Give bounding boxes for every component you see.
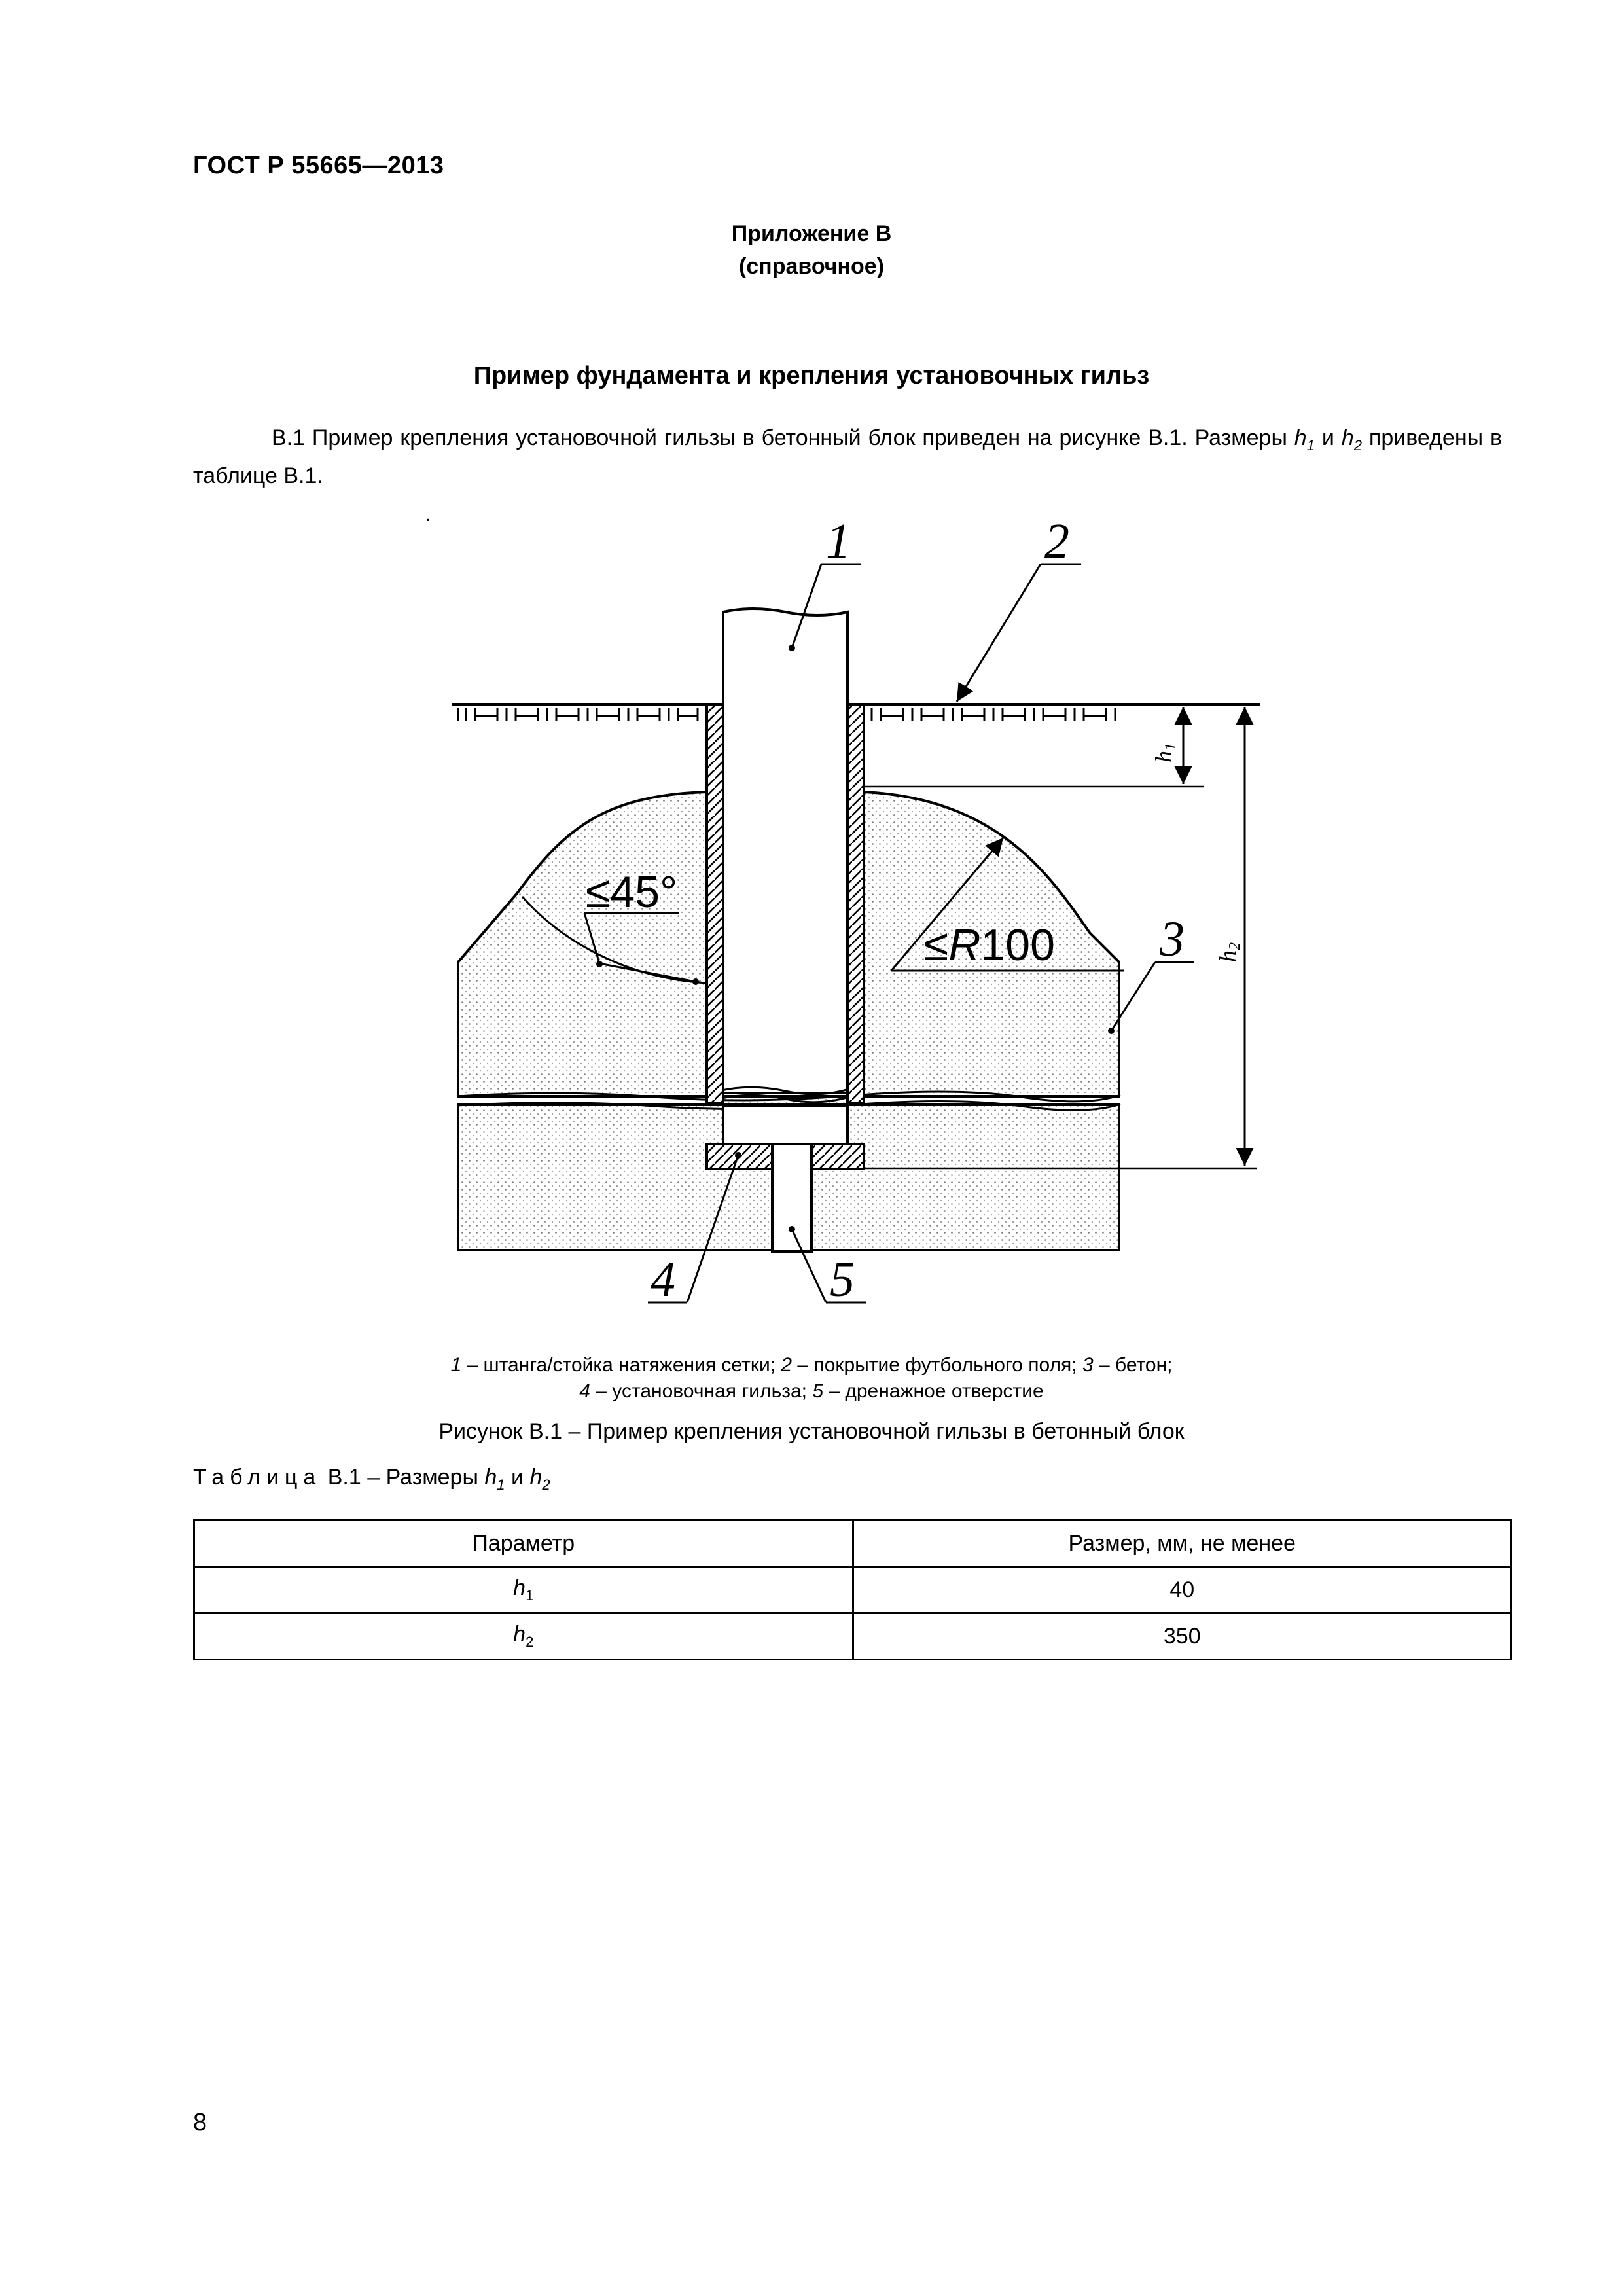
appendix-heading (0, 217, 1623, 283)
param-cell: $h_2$ (194, 1613, 853, 1660)
table-row (194, 1567, 1512, 1613)
dim-h1-label: h1 (1150, 743, 1179, 762)
table-caption: Таблица В.1 – Размеры $h_1$ и $h_2$ (193, 1465, 550, 1493)
intro-text-before: В.1 Пример крепления установочной гильзы в бетонный блок приведен на рисунке В.1. Размеры (272, 425, 1294, 450)
dimensions-table (193, 1519, 1512, 1660)
callout-5: 5 (830, 1252, 855, 1307)
callout-2: 2 (1044, 514, 1069, 569)
callout-4: 4 (651, 1252, 675, 1307)
header-size: Размер, мм, не менее (853, 1520, 1512, 1567)
table-header-row (194, 1520, 1512, 1567)
foundation-figure (0, 497, 1623, 1322)
table-word: Таблица (193, 1465, 322, 1490)
callout-3: 3 (1160, 912, 1185, 967)
value-cell: 40 (853, 1567, 1512, 1613)
dim-h2-label: h2 (1215, 942, 1243, 962)
intro-paragraph (193, 423, 1502, 491)
angle-label: ≤45° (586, 867, 678, 917)
intro-h2: $h_2$ (1341, 425, 1363, 454)
legend-line-2: 4 – установочная гильза; 5 – дренажное отверстие (579, 1380, 1044, 1402)
net-post (722, 609, 849, 1144)
table-row (194, 1613, 1512, 1660)
param-cell: $h_1$ (194, 1567, 853, 1613)
value-cell: 350 (853, 1613, 1512, 1660)
legend-line-1: 1 – штанга/стойка натяжения сетки; 2 – покрытие футбольного поля; 3 – бетон; (450, 1354, 1173, 1376)
radius-label: ≤R100 (924, 920, 1055, 970)
appendix-title: Приложение В (731, 221, 892, 246)
appendix-subtitle: (справочное) (738, 254, 885, 279)
figure-legend (0, 1352, 1623, 1405)
callout-1: 1 (826, 514, 851, 569)
section-title: Пример фундамента и крепления установочных гильз (473, 362, 1150, 389)
document-code: ГОСТ Р 55665—2013 (193, 152, 444, 179)
page-number: 8 (193, 2109, 207, 2136)
intro-h1: $h_1$ (1294, 425, 1315, 454)
intro-and: и (1315, 425, 1342, 450)
header-parameter: Параметр (194, 1520, 853, 1567)
stray-mark: . (425, 504, 431, 526)
figure-caption: Рисунок В.1 – Пример крепления установочной гильзы в бетонный блок (438, 1419, 1185, 1444)
intro-text-after: приведены в таблице В.1. (193, 425, 1503, 488)
